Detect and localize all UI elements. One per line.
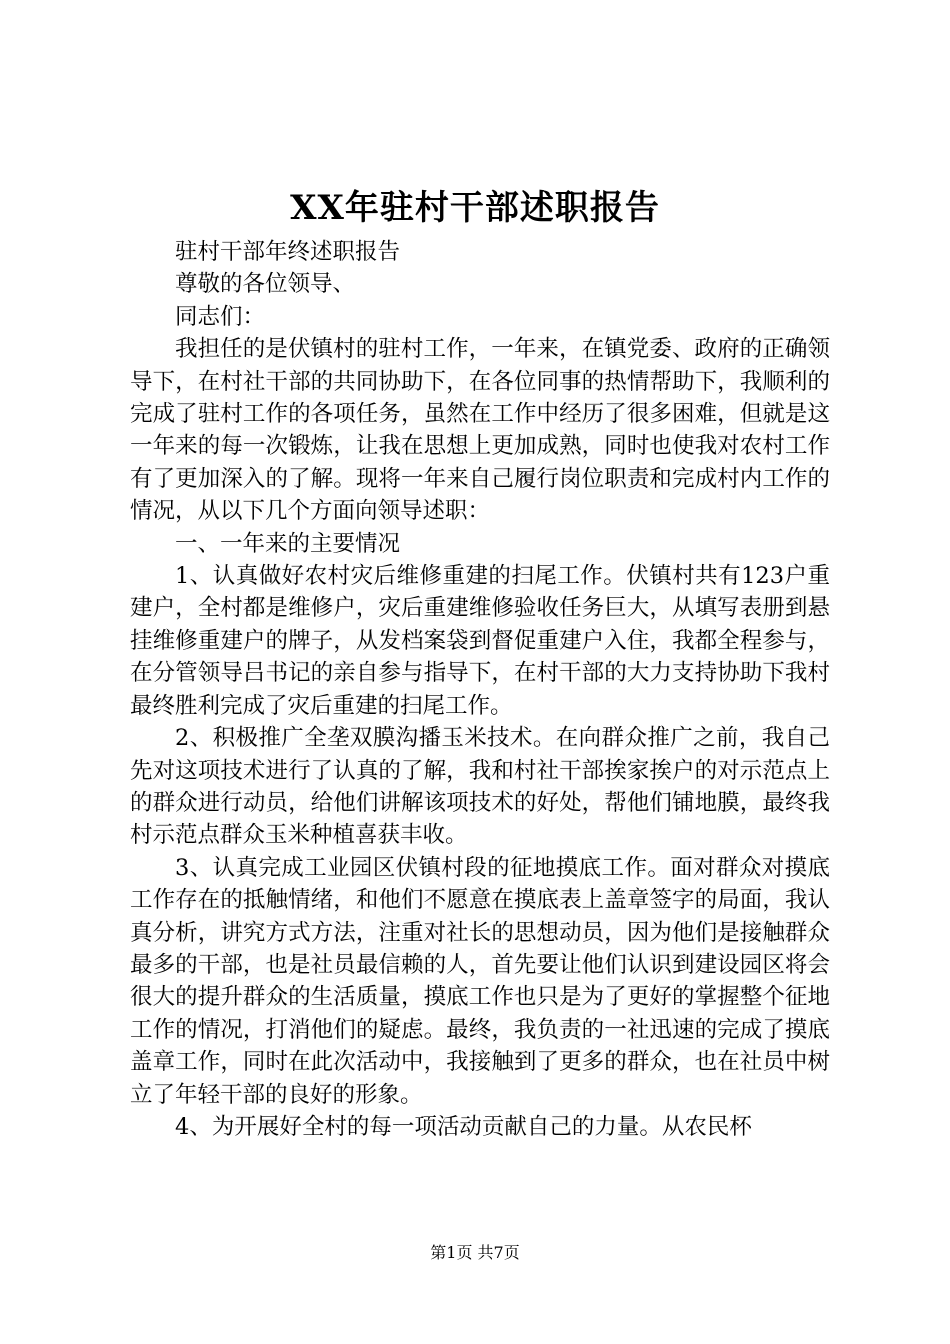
page-footer: 第1页 共7页 bbox=[430, 1243, 520, 1262]
item-paragraph-1: 1、认真做好农村灾后维修重建的扫尾工作。伏镇村共有123户重建户，全村都是维修户，灾后重建维修验收任务巨大，从填写表册到悬挂维修重建户的牌子，从发档案袋到督促重建户入住，我都全程参与，在分管领导吕书记的亲自参与指导下，在村干部的大力支持协助下我村最终胜利完成了灾后重建的扫尾工作。 bbox=[130, 563, 830, 719]
report-subtitle: 驻村干部年终述职报告 bbox=[175, 239, 401, 265]
document-title: XX年驻村干部述职报告 bbox=[290, 188, 660, 228]
salutation-line-1: 尊敬的各位领导、 bbox=[175, 271, 356, 298]
item-paragraph-2: 2、积极推广全垄双膜沟播玉米技术。在向群众推广之前，我自己先对这项技术进行了认真的了解，我和村社干部挨家挨户的对示范点上的群众进行动员，给他们讲解该项技术的好处，帮他们铺地膜，最终我村示范点群众玉米种植喜获丰收。 bbox=[130, 725, 830, 849]
intro-paragraph: 我担任的是伏镇村的驻村工作，一年来，在镇党委、政府的正确领导下，在村社干部的共同协助下，在各位同事的热情帮助下，我顺利的完成了驻村工作的各项任务，虽然在工作中经历了很多困难，但就是这一年来的每一次锻炼，让我在思想上更加成熟，同时也使我对农村工作有了更加深入的了解。现将一年来自己履行岗位职责和完成村内工作的情况，从以下几个方面向领导述职： bbox=[130, 336, 830, 525]
document-body bbox=[130, 236, 830, 1143]
section-heading: 一、一年来的主要情况 bbox=[175, 530, 401, 557]
item-paragraph-3: 3、认真完成工业园区伏镇村段的征地摸底工作。面对群众对摸底工作存在的抵触情绪，和他们不愿意在摸底表上盖章签字的局面，我认真分析，讲究方式方法，注重对社长的思想动员，因为他们是接触群众最多的干部，也是社员最信赖的人，首先要让他们认识到建设园区将会很大的提升群众的生活质量，摸底工作也只是为了更好的掌握整个征地工作的情况，打消他们的疑虑。最终，我负责的一社迅速的完成了摸底盖章工作，同时在此次活动中，我接触到了更多的群众，也在社员中树立了年轻干部的良好的形象。 bbox=[130, 854, 830, 1108]
item-paragraph-4: 4、为开展好全村的每一项活动贡献自己的力量。从农民杯 bbox=[175, 1113, 752, 1140]
salutation-line-2: 同志们： bbox=[175, 303, 266, 330]
